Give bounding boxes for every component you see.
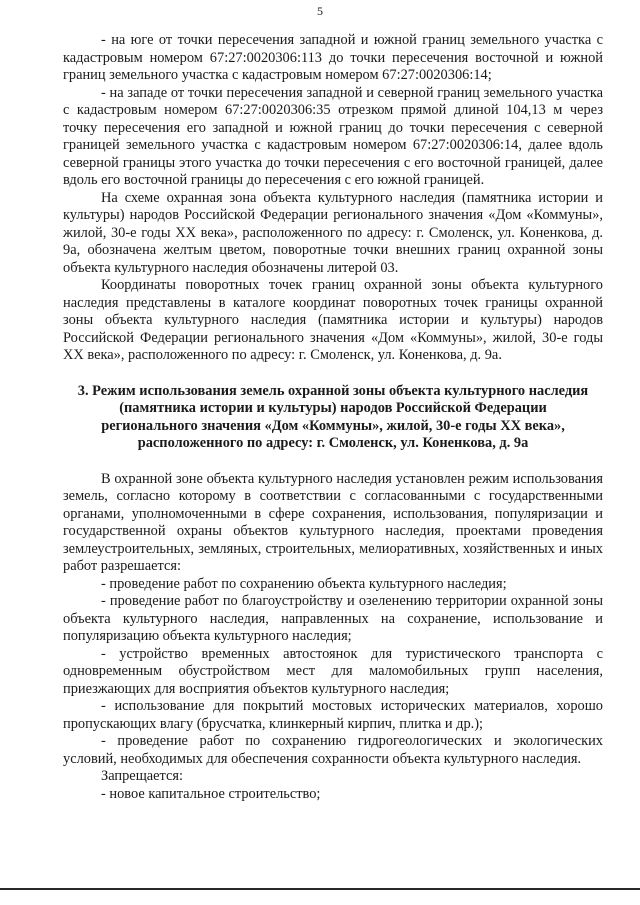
page-number: 5 [317,4,323,18]
prohibited-heading: Запрещается: [101,768,184,784]
list-item: - использование для покрытий мостовых исторических материалов, хорошо пропускающих влагу (брусчатка, клинкерный кирпич, плитка и др.); [63,698,603,732]
coordinates-paragraph: Координаты поворотных точек границ охранной зоны объекта культурного наследия представлены в каталоге координат поворотных точек границы охранной зоны объекта культурного наследия (памятника истории и культуры) народов Российской Федерации регионального значения «Дом «Коммуны», жилой, 30-е годы XX века», расположенного по адресу: г. Смоленск, ул. Коненкова, д. 9а. [63,277,603,363]
list-item: - новое капитальное строительство; [101,785,321,802]
list-item: - проведение работ по сохранению гидрогеологических и экологических условий, необходимых для обеспечения сохранности объекта культурного наследия. [63,733,603,767]
scheme-description-paragraph: На схеме охранная зона объекта культурного наследия (памятника истории и культуры) народов Российской Федерации регионального значения «Дом «Коммуны», жилой, 30-е годы XX века», расположенного по адресу: г. Смоленск, ул. Коненкова, д. 9а, обозначена желтым цветом, поворотные точки внешних границ охранной зоны объекта культурного наследия обозначены литерой 03. [63,189,603,276]
bottom-rule [0,888,640,890]
list-item: - устройство временных автостоянок для туристического транспорта с одновременным обустройством мест для маломобильных групп населения, приезжающих для восприятия объектов культурного наследия; [63,645,603,697]
boundary-south-paragraph: - на юге от точки пересечения западной и южной границ земельного участка с кадастровым номером 67:27:0020306:113 до точки пересечения восточной и южной границ земельного участка с кадастровым номером 67:27:0020306:14; [63,32,603,83]
document-body [63,32,603,803]
spacer [63,453,603,471]
section-3-heading: 3. Режим использования земель охранной зоны объекта культурного наследия (памятника истории и культуры) народов Российской Федерации регионального значения «Дом «Коммуны», жилой, 30-е годы XX века», расположенного по адресу: г. Смоленск, ул. Коненкова, д. 9а [77,382,589,451]
regime-intro-paragraph: В охранной зоне объекта культурного наследия установлен режим использования земель, согласно которому в соответствии с согласованными с государственными органами, уполномоченными в сфере сохранения, использования, популяризации и государственной охраны объектов культурного наследия, проектами проведения землеустроительных, земляных, строительных, мелиоративных, хозяйственных и иных работ разрешается: [63,470,603,574]
boundary-west-paragraph: - на западе от точки пересечения западной и северной границ земельного участка с кадастровым номером 67:27:0020306:35 отрезком прямой длиной 104,13 м через точку пересечения его западной и южной границ до точки пересечения с северной границей земельного участка с кадастровым номером 67:27:0020306:14, далее вдоль северной границы этого участка до точки пересечения с его восточной границей, далее вдоль его восточной границы до пересечения с его южной границей. [63,84,603,188]
list-item: - проведение работ по благоустройству и озеленению территории охранной зоны объекта культурного наследия, направленных на сохранение, использование и популяризацию объекта культурного наследия; [63,593,603,644]
spacer [63,365,603,383]
list-item: - проведение работ по сохранению объекта культурного наследия; [101,575,507,592]
